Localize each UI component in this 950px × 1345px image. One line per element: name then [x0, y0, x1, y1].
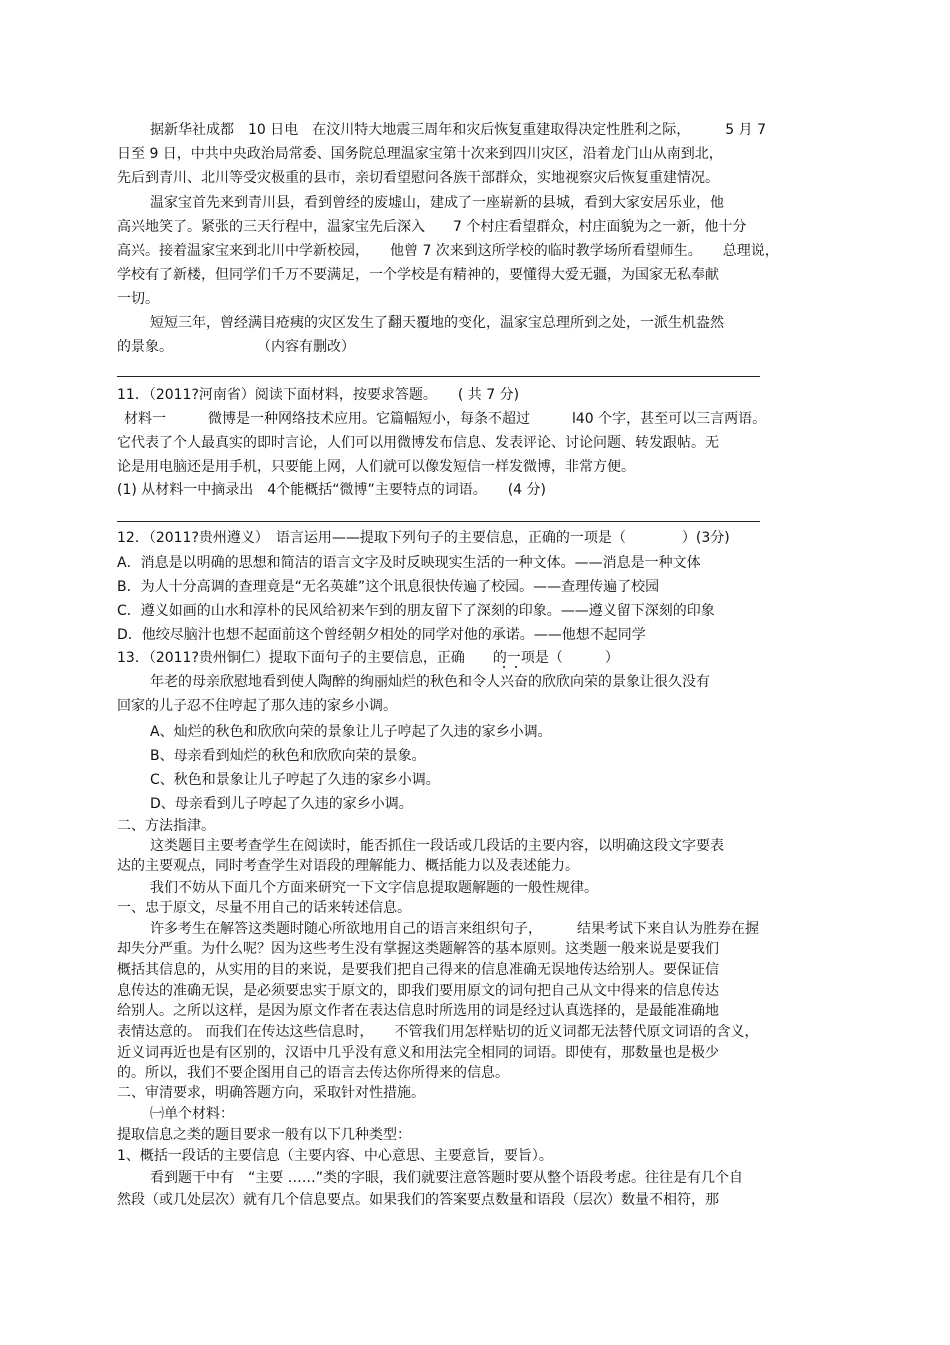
- option-line: A、灿烂的秋色和欣欣向荣的景象让儿子哼起了久违的家乡小调。: [150, 724, 552, 740]
- paragraph-line: 这类题目主要考查学生在阅读时，能否抓住一段话或几段话的主要内容，以明确这段文字要表: [150, 838, 724, 854]
- paragraph-line: 息传达的准确无误，是必须要忠实于原文的，即我们要用原文的词句把自己从文中得来的信息传达: [117, 983, 719, 999]
- paragraph-line: 却失分严重。为什么呢？因为这些考生没有掌握这类题解答的基本原则。这类题一般来说是要我们: [117, 941, 719, 957]
- paragraph-line: 1、概括一段话的主要信息（主要内容、中心意思、主要意旨，要旨）。: [117, 1148, 553, 1164]
- emphasis-dot: [515, 666, 517, 668]
- paragraph-line: 表情达意的。 而我们在传达这些信息时， 不管我们用怎样贴切的近义词都无法替代原文词语的含义，: [117, 1024, 759, 1040]
- paragraph-line: 提取信息之类的题目要求一般有以下几种类型：: [117, 1127, 411, 1143]
- option-line: B、母亲看到灿烂的秋色和欣欣向荣的景象。: [150, 748, 426, 764]
- option-line: D．他绞尽脑汁也想不起面前这个曾经朝夕相处的同学对他的承诺。——他想不起同学: [117, 627, 646, 643]
- paragraph-line: 短短三年，曾经满目疮痍的灾区发生了翻天覆地的变化，温家宝总理所到之处，一派生机盎然: [150, 315, 724, 331]
- paragraph-line: 给别人。之所以这样，是因为原文作者在表达信息时所选用的词是经过认真选择的，是最能准确地: [117, 1003, 719, 1019]
- section-heading: 一、忠于原文，尽量不用自己的话来转述信息。: [117, 900, 411, 916]
- paragraph-line: 的景象。 （内容有删改）: [117, 339, 355, 355]
- paragraph-line: 高兴地笑了。紧张的三天行程中，温家宝先后深入 7 个村庄看望群众，村庄面貌为之一新，他十分: [117, 219, 747, 235]
- question-title: 12．（2011?贵州遵义） 语言运用——提取下列句子的主要信息，正确的一项是（ ）(3分): [117, 530, 730, 546]
- question-title: 11．（2011?河南省）阅读下面材料，按要求答题。 ( 共 7 分): [117, 387, 520, 403]
- question-line: 回家的儿子忍不住哼起了那久违的家乡小调。: [117, 698, 397, 714]
- option-line: C、秋色和景象让儿子哼起了久违的家乡小调。: [150, 772, 440, 788]
- paragraph-line: 温家宝首先来到青川县，看到曾经的废墟山，建成了一座崭新的县城，看到大家安居乐业，他: [150, 195, 724, 211]
- paragraph-line: 一切。: [117, 291, 159, 307]
- paragraph-line: 的。所以，我们不要企图用自己的语言去传达你所得来的信息。: [117, 1065, 509, 1081]
- option-line: C．遵义如画的山水和淳朴的民风给初来乍到的朋友留下了深刻的印象。——遵义留下深刻的印象: [117, 603, 715, 619]
- subsection-heading: ㈠单个材料：: [150, 1106, 234, 1122]
- question-title: 13．（2011?贵州铜仁）提取下面句子的主要信息，正确 的一项是（ ）: [117, 650, 619, 666]
- question-line: (1) 从材料一中摘录出 4个能概括“微博”主要特点的词语。 (4 分): [117, 482, 546, 498]
- paragraph-line: 我们不妨从下面几个方面来研究一下文字信息提取题解题的一般性规律。: [150, 880, 598, 896]
- paragraph-line: 高兴。接着温家宝来到北川中学新校园， 他曾 7 次来到这所学校的临时教学场所看望师生。 总理说，: [117, 243, 779, 259]
- option-line: D、母亲看到儿子哼起了久违的家乡小调。: [150, 796, 413, 812]
- option-line: B．为人十分高调的查理竟是“无名英雄”这个讯息很快传遍了校园。——查理传遍了校园: [117, 579, 660, 595]
- section-heading: 二、方法指津。: [117, 818, 215, 834]
- paragraph-line: 达的主要观点，同时考查学生对语段的理解能力、概括能力以及表述能力。: [117, 858, 579, 874]
- question-line: 它代表了个人最真实的即时言论，人们可以用微博发布信息、发表评论、讨论问题、转发跟帖。无: [117, 435, 719, 451]
- option-line: A．消息是以明确的思想和简洁的语言文字及时反映现实生活的一种文体。——消息是一种文体: [117, 555, 701, 571]
- paragraph-line: 看到题干中有 “主要 ……”类的字眼，我们就要注意答题时要从整个语段考虑。往往是有几个自: [150, 1170, 743, 1186]
- divider-line: [117, 521, 760, 522]
- question-line: 材料一 微博是一种网络技术应用。它篇幅短小，每条不超过 l40 个字，甚至可以三言两语。: [124, 411, 767, 427]
- paragraph-line: 日至 9 日，中共中央政治局常委、国务院总理温家宝第十次来到四川灾区，沿着龙门山从南到北，: [117, 146, 723, 162]
- paragraph-line: 据新华社成都 10 日电 在汶川特大地震三周年和灾后恢复重建取得决定性胜利之际， 5 月 7: [150, 122, 766, 138]
- paragraph-line: 许多考生在解答这类题时随心所欲地用自己的语言来组织句子， 结果考试下来自认为胜券在握: [150, 921, 759, 937]
- paragraph-line: 然段（或几处层次）就有几个信息要点。如果我们的答案要点数量和语段（层次）数量不相符，那: [117, 1192, 719, 1208]
- paragraph-line: 近义词再近也是有区别的，汉语中几乎没有意义和用法完全相同的词语。即使有，那数量也是极少: [117, 1045, 719, 1061]
- divider-line: [117, 376, 760, 377]
- paragraph-line: 概括其信息的，从实用的目的来说，是要我们把自己得来的信息准确无误地传达给别人。要保证信: [117, 962, 719, 978]
- section-heading: 二、审清要求，明确答题方向，采取针对性措施。: [117, 1085, 425, 1101]
- emphasis-dot: [503, 666, 505, 668]
- paragraph-line: 学校有了新楼，但同学们千万不要满足，一个学校是有精神的，要懂得大爱无疆，为国家无私奉献: [117, 267, 719, 283]
- paragraph-line: 先后到青川、北川等受灾极重的县市，亲切看望慰问各族干部群众，实地视察灾后恢复重建情况。: [117, 170, 719, 186]
- question-line: 年老的母亲欣慰地看到使人陶醉的绚丽灿烂的秋色和令人兴奋的欣欣向荣的景象让很久没有: [150, 674, 710, 690]
- question-line: 论是用电脑还是用手机，只要能上网，人们就可以像发短信一样发微博，非常方便。: [117, 459, 635, 475]
